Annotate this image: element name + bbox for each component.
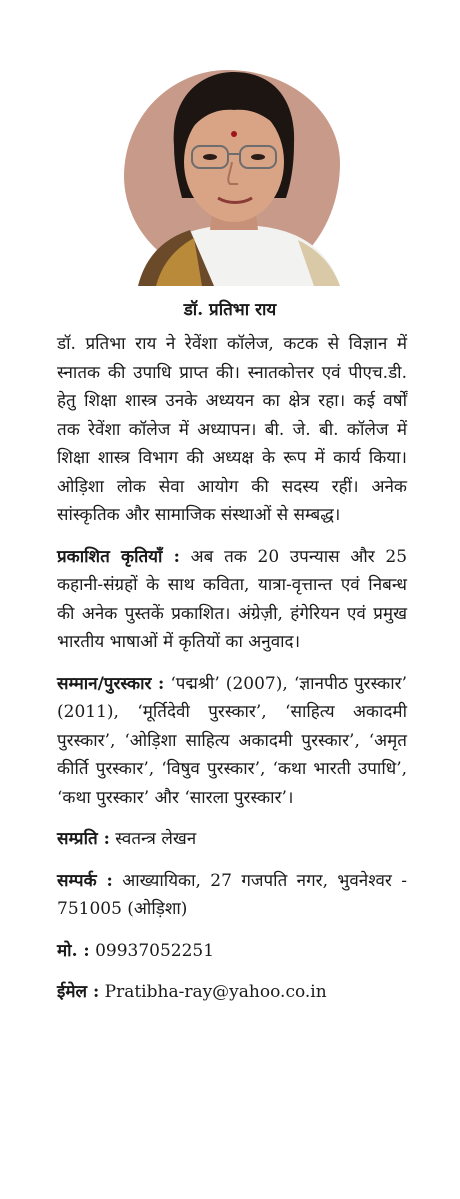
author-name: डॉ. प्रतिभा राय: [183, 300, 277, 320]
email-label: ईमेल :: [57, 982, 100, 1002]
email-paragraph: [57, 978, 407, 1007]
published-works-paragraph: [57, 543, 407, 657]
author-bio-section: [57, 330, 407, 1020]
current-label: सम्प्रति :: [57, 829, 110, 849]
contact-label: सम्पर्क :: [57, 870, 113, 891]
contact-text: आख्यायिका, 27 गजपति नगर, भुवनेश्वर - 751005 (ओड़िशा): [57, 870, 407, 919]
awards-label: सम्मान/पुरस्कार :: [57, 673, 165, 694]
mobile-number: 09937052251: [95, 940, 215, 961]
current-text: स्वतन्त्र लेखन: [115, 829, 197, 849]
bio-text: डॉ. प्रतिभा राय ने रेवेंशा कॉलेज, कटक से विज्ञान में स्नातक की उपाधि प्राप्त की। स्नातकोत्तर एवं पीएच.डी. हेतु शिक्षा शास्त्र उनके अध्ययन का क्षेत्र रहा। कई वर्षों तक रेवेंशा कॉलेज में अध्यापन। बी. जे. बी. कॉलेज में शिक्षा शास्त्र विभाग की अध्यक्ष के रूप में कार्य किया। ओड़िशा लोक सेवा आयोग की सदस्य रहीं। अनेक सांस्कृतिक और सामाजिक संस्थाओं से सम्बद्ध।: [57, 334, 407, 525]
email-address: Pratibha-ray@yahoo.co.in: [104, 982, 327, 1002]
published-works-label: प्रकाशित कृतियाँ :: [57, 546, 180, 567]
contact-paragraph: [57, 867, 407, 924]
awards-paragraph: [57, 670, 407, 813]
published-works-text: अब तक 20 उपन्यास और 25 कहानी-संग्रहों के साथ कविता, यात्रा-वृत्तान्त एवं निबन्ध की अनेक पुस्तकें प्रकाशित। अंग्रेज़ी, हंगेरियन एवं प्रमुख भारतीय भाषाओं में कृतियों का अनुवाद।: [57, 546, 408, 652]
author-portrait-illustration: [118, 58, 348, 286]
bio-paragraph: [57, 330, 407, 530]
author-photo: [118, 58, 348, 286]
current-paragraph: [57, 825, 407, 854]
awards-text: ‘पद्मश्री’ (2007), ‘ज्ञानपीठ पुरस्कार’ (2011), ‘मूर्तिदेवी पुरस्कार’, ‘साहित्य अकादमी पुरस्कार’, ‘ओड़िशा साहित्य अकादमी पुरस्कार’, ‘अमृत कीर्ति पुरस्कार’, ‘विषुव पुरस्कार’, ‘कथा भारती उपाधि’, ‘कथा पुरस्कार’ और ‘सारला पुरस्कार’।: [57, 673, 408, 808]
mobile-paragraph: [57, 937, 407, 966]
mobile-label: मो. :: [57, 940, 90, 961]
